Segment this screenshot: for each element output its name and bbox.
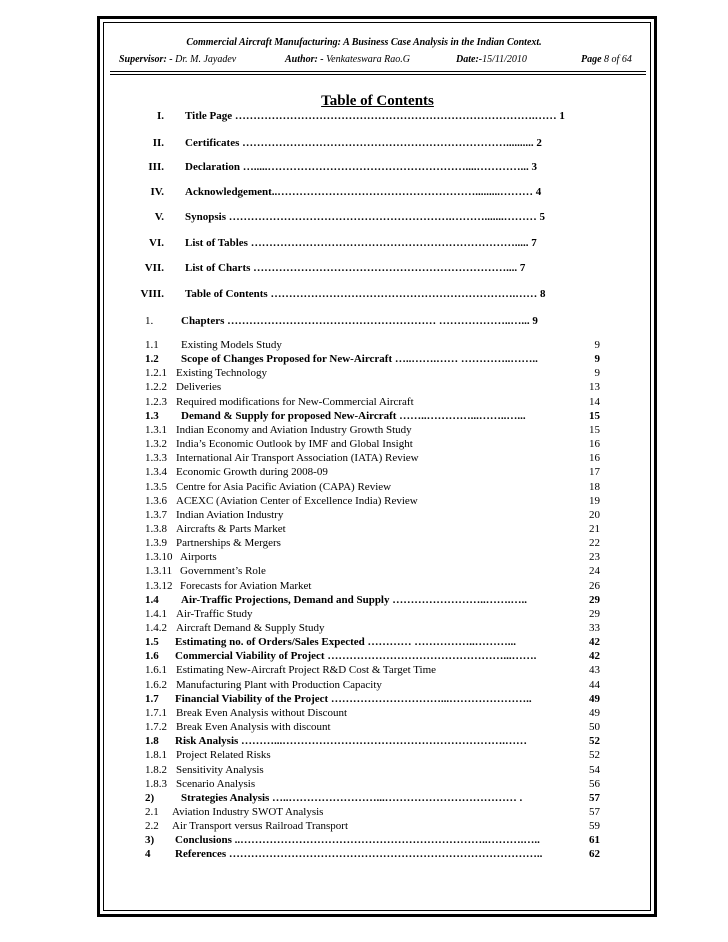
toc-entry-text: Estimating New-Aircraft Project R&D Cost & Target Time (176, 664, 437, 677)
toc-entry-text: Manufacturing Plant with Production Capacity (176, 678, 382, 691)
toc-entry-page: 57 (589, 805, 600, 818)
toc-entry-number: 1.3.6 (145, 494, 167, 507)
toc-entry-text: Aviation Industry SWOT Analysis (172, 805, 324, 818)
toc-front-text: Title Page ……………………………………………………………………….…… 1 (185, 110, 565, 122)
toc-entry-text: Project Related Risks (176, 749, 271, 762)
toc-entry-number: 1.8.2 (145, 763, 167, 776)
toc-entry-page: 61 (589, 834, 600, 847)
toc-entry-page: 14 (589, 395, 600, 408)
toc-entry-number: 2.2 (145, 820, 159, 833)
toc-entry-text: Sensitivity Analysis (176, 763, 264, 776)
toc-entry-text: Air Transport versus Railroad Transport (172, 820, 349, 833)
toc-entry-number: 1.5 (145, 636, 159, 649)
toc-entry-text: Scenario Analysis (176, 777, 256, 790)
toc-entry-text: Existing Models Study (181, 339, 282, 351)
toc-entry-page: 50 (589, 721, 600, 734)
toc-entry-page: 9 (594, 367, 600, 380)
toc-entry-page: 18 (589, 480, 600, 493)
toc-entry-page: 42 (589, 650, 600, 663)
toc-entry-text: ACEXC (Aviation Center of Excellence India) Review (176, 494, 418, 507)
toc-entry-number: 1.3.12 (145, 579, 173, 592)
toc-entry-text: Risk Analysis ………...…………………………………………………….…… (175, 735, 528, 748)
toc-entry-number: 1.1 (145, 339, 159, 351)
toc-entry-page: 52 (589, 749, 600, 762)
toc-entry-number: 1.3.11 (145, 565, 173, 578)
author-name: Venkateswara Rao.G (326, 54, 411, 65)
toc-entry-page: 52 (589, 735, 600, 748)
toc-entry-text: Air-Traffic Study (176, 607, 253, 620)
toc-front-text: List of Charts …………………………………………………………….... 7 (185, 262, 526, 274)
toc-entry-page: 59 (589, 820, 600, 833)
toc-entry-page: 49 (589, 692, 600, 705)
toc-entry-text: Centre for Asia Pacific Aviation (CAPA) Review (176, 480, 392, 493)
toc-entry-text: Airports (180, 551, 217, 564)
header-title: Commercial Aircraft Manufacturing: A Business Case Analysis in the Indian Context. (186, 37, 542, 48)
page-label: Page (581, 54, 602, 65)
toc-entry-page: 21 (589, 522, 600, 535)
toc-entry-number: 1.3.2 (145, 438, 167, 451)
toc-entry-number: 1.4.1 (145, 607, 167, 620)
header-rule (110, 71, 646, 72)
toc-front-number: I. (156, 110, 164, 122)
toc-entry-number: 1.7 (145, 692, 159, 705)
date-label: Date:- (456, 54, 483, 65)
toc-entry-number: 1.6.2 (145, 678, 167, 691)
toc-front-number: V. (154, 211, 164, 223)
toc-front-text: Acknowledgement..……………………………………………….........……… 4 (185, 186, 542, 198)
page-number: 8 of 64 (604, 54, 632, 65)
toc-entry-text: Deliveries (176, 381, 222, 394)
toc-entry-number: 1.2.2 (145, 381, 167, 394)
toc-entry-page: 13 (589, 381, 600, 394)
toc-entry-number: 1.2 (145, 353, 159, 366)
header-supervisor (119, 54, 236, 65)
toc-entry-number: 1.3.10 (145, 551, 173, 564)
toc-entry-number: 1.3.9 (145, 537, 167, 550)
toc-entry-number: 1.2.3 (145, 395, 167, 408)
toc-entry-text: Partnerships & Mergers (176, 537, 281, 550)
toc-entry-text: Commercial Viability of Project …………………………………………...……. (175, 650, 537, 663)
toc-entry-page: 43 (589, 664, 600, 677)
toc-entry-number: 1.3.5 (145, 480, 167, 493)
toc-entry-number: 1.8.1 (145, 749, 167, 762)
toc-front-text: Declaration ….....………………………………………………....…………... 3 (185, 161, 537, 173)
toc-entry-text: Aircrafts & Parts Market (176, 522, 286, 535)
toc-entry-text: India’s Economic Outlook by IMF and Global Insight (176, 438, 413, 451)
toc-entry-text: Aircraft Demand & Supply Study (176, 622, 325, 634)
toc-entry-number: 1.6 (145, 650, 159, 663)
date-value: 15/11/2010 (482, 54, 527, 65)
toc-entry-page: 22 (589, 537, 600, 550)
toc-entry-text: Strategies Analysis …..……………………...……………………………… . (181, 791, 523, 804)
toc-entry-text: Indian Economy and Aviation Industry Growth Study (176, 423, 412, 436)
header-author (285, 54, 410, 65)
toc-entry-page: 17 (589, 466, 600, 479)
toc-entry-page: 29 (589, 593, 600, 606)
toc-entry-page: 26 (589, 579, 600, 592)
toc-front-number: II. (152, 137, 164, 149)
toc-entry-number: 1.3.8 (145, 522, 167, 535)
author-label: Author: - (285, 54, 324, 65)
toc-entry-number: 1.8 (145, 735, 159, 748)
toc-entry-text: Demand & Supply for proposed New-Aircraft ……..…………...……..…... (181, 409, 526, 422)
toc-entry-number: 3) (145, 834, 155, 847)
toc-entry-page: 15 (589, 409, 600, 422)
toc-entry-number: 2) (145, 791, 155, 804)
toc-entry-page: 23 (589, 551, 600, 564)
supervisor-label: Supervisor: - (119, 54, 173, 65)
toc-front-text: Synopsis …………………………………………………….……….......……… 5 (185, 211, 545, 223)
toc-front-text: Table of Contents ………………………………………………………….…… 8 (185, 288, 546, 300)
toc-front-number: VII. (144, 262, 164, 274)
toc-entry-text: Financial Viability of the Project …………………………...………………….. (175, 692, 532, 705)
toc-entry-text: Required modifications for New-Commercial Aircraft (176, 395, 414, 408)
toc-entry-text: International Air Transport Association (IATA) Review (176, 452, 419, 465)
toc-front-number: III. (148, 161, 164, 173)
toc-front-text: Certificates ……………………………………………………………….......... 2 (185, 137, 542, 149)
toc-entry-number: 1.3.7 (145, 508, 167, 521)
toc-entry-text: References ………………………………………………………………………….. (175, 848, 543, 861)
toc-chapters-number: 1. (145, 315, 154, 327)
supervisor-name: Dr. M. Jayadev (175, 54, 237, 65)
toc-entry-number: 1.3 (145, 409, 159, 422)
toc-front-number: IV. (150, 186, 164, 198)
toc-entry-text: Existing Technology (176, 367, 267, 380)
toc-chapters-text: Chapters ………………………………………………… ………………..…... 9 (181, 315, 538, 327)
toc-entry-page: 15 (589, 423, 600, 436)
toc-entry-page: 9 (594, 353, 600, 366)
toc-entry-page: 57 (589, 791, 600, 804)
toc-entry-number: 1.6.1 (145, 664, 167, 677)
toc-entry-page: 33 (589, 622, 600, 634)
toc-entry-page: 20 (589, 508, 600, 521)
toc-entry-page: 62 (589, 848, 600, 861)
toc-entry-text: Forecasts for Aviation Market (180, 579, 312, 592)
toc-entry-number: 1.2.1 (145, 367, 167, 380)
toc-entry-text: Indian Aviation Industry (176, 508, 284, 521)
header-rule-double (110, 74, 646, 75)
header-date (456, 54, 527, 65)
toc-title: Table of Contents (321, 93, 434, 109)
toc-front-number: VIII. (140, 288, 164, 300)
toc-entry-text: Estimating no. of Orders/Sales Expected ………… ……………..………... (175, 636, 516, 649)
toc-entry-text: Government’s Role (180, 565, 266, 578)
toc-entry-number: 1.8.3 (145, 777, 167, 790)
toc-entry-text: Conclusions ..…………………………………………………………..……….….. (175, 834, 540, 847)
toc-entry-number: 1.3.1 (145, 423, 167, 436)
toc-entry-page: 56 (589, 777, 600, 790)
toc-entry-number: 1.7.2 (145, 721, 167, 734)
toc-entry-page: 49 (589, 706, 600, 719)
toc-entry-text: Scope of Changes Proposed for New-Aircraft …..…….…… …………..…….. (181, 353, 538, 366)
toc-entry-page: 9 (594, 339, 600, 351)
toc-entry-number: 1.4.2 (145, 622, 167, 634)
toc-entry-number: 2.1 (145, 805, 159, 818)
toc-entry-page: 24 (589, 565, 600, 578)
toc-entry-page: 44 (589, 678, 600, 691)
toc-entry-number: 1.3.3 (145, 452, 167, 465)
toc-entry-number: 4 (145, 848, 151, 861)
toc-entry-number: 1.3.4 (145, 466, 167, 479)
toc-entry-text: Break Even Analysis without Discount (176, 706, 348, 719)
toc-entry-text: Air-Traffic Projections, Demand and Supply ……………………..…….….. (181, 593, 527, 606)
toc-entry-number: 1.7.1 (145, 706, 167, 719)
toc-entry-text: Economic Growth during 2008-09 (176, 466, 328, 479)
toc-entry-page: 54 (589, 763, 600, 776)
toc-entry-text: Break Even Analysis with discount (176, 721, 331, 734)
toc-entry-number: 1.4 (145, 593, 159, 606)
toc-entry-page: 42 (589, 636, 600, 649)
header-page (581, 54, 632, 65)
toc-entry-page: 19 (589, 494, 600, 507)
toc-entry-page: 16 (589, 438, 600, 451)
toc-front-number: VI. (149, 237, 164, 249)
toc-front-text: List of Tables ………………………………………………………………..... 7 (185, 237, 537, 249)
toc-entry-page: 16 (589, 452, 600, 465)
toc-entry-page: 29 (589, 607, 600, 620)
